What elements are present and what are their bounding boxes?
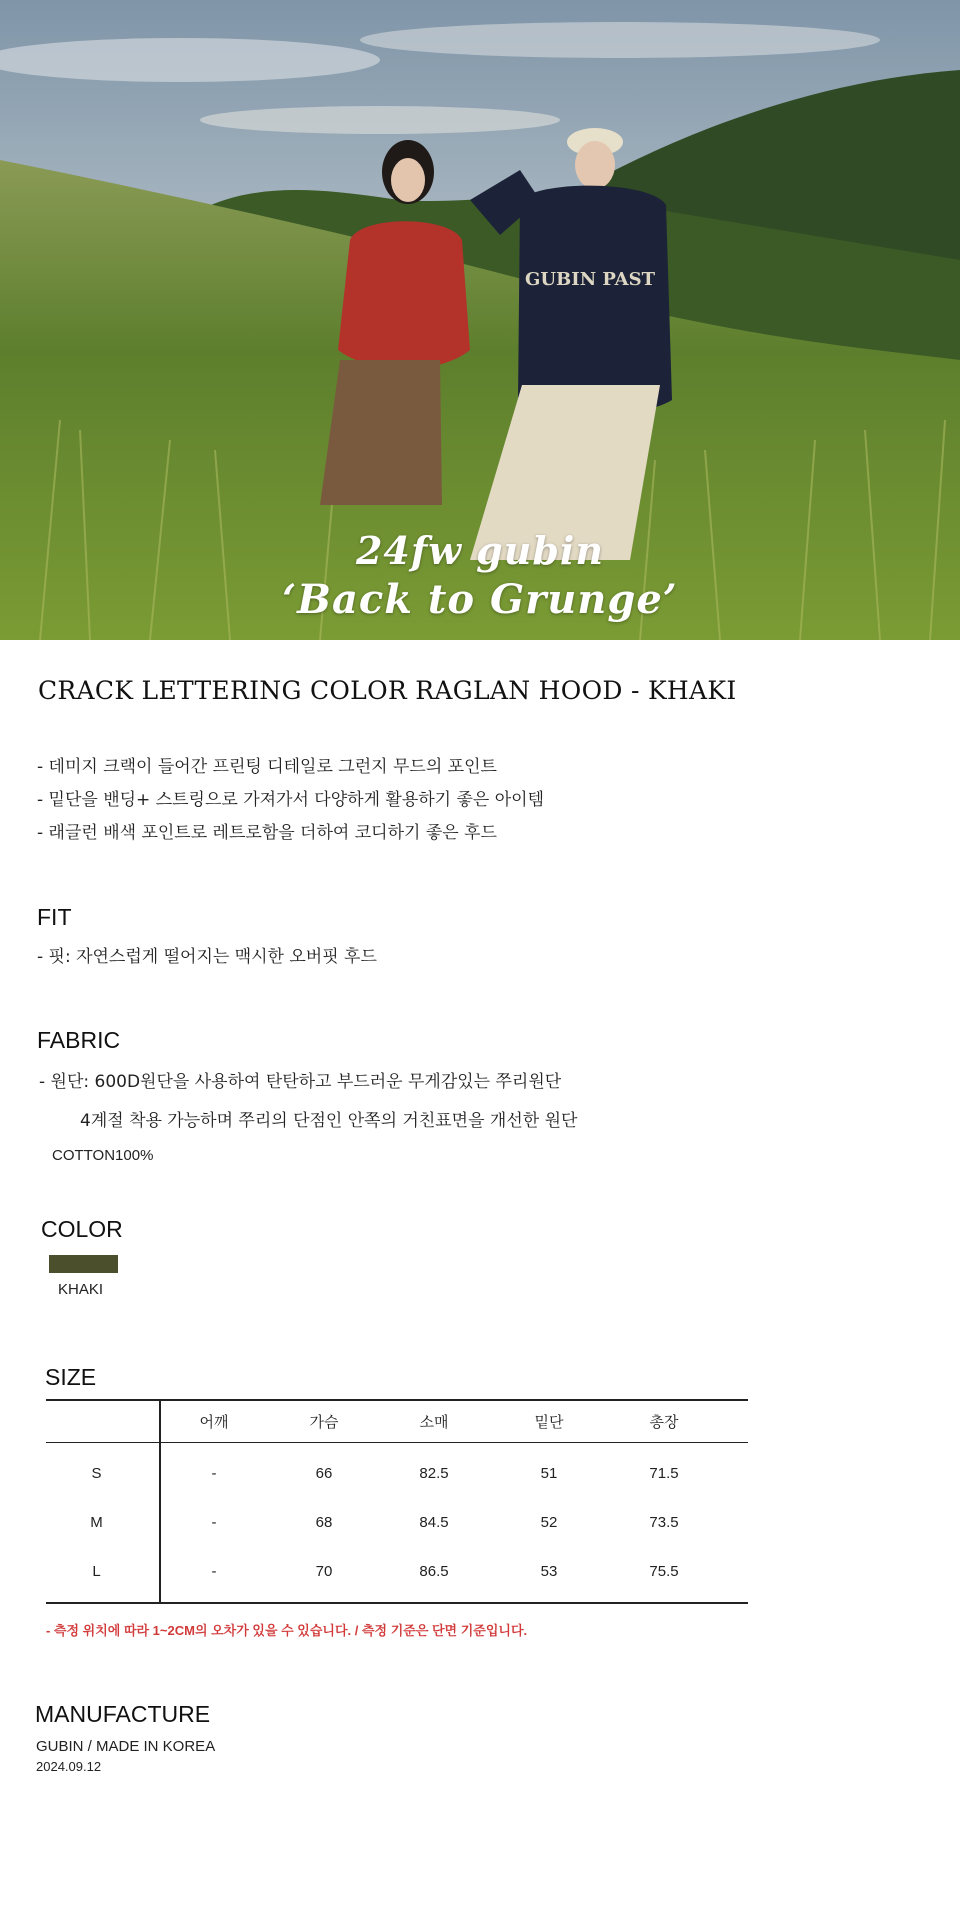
size-header-sleeve: 소매	[419, 1414, 449, 1431]
size-sleeve-value: 86.5	[419, 1563, 449, 1580]
fabric-composition: COTTON100%	[52, 1147, 154, 1164]
feature-bullet-1: - 데미지 크랙이 들어간 프린팅 디테일로 그런지 무드의 포인트	[37, 757, 497, 777]
color-name: KHAKI	[58, 1281, 104, 1298]
feature-bullet-2: - 밑단을 밴딩+ 스트링으로 가져가서 다양하게 활용하기 좋은 아이템	[37, 790, 545, 810]
color-heading: COLOR	[41, 1216, 123, 1242]
manufacture-date: 2024.09.12	[36, 1759, 102, 1774]
size-shoulder-value: -	[211, 1465, 217, 1482]
size-table	[46, 1399, 748, 1604]
size-hem-value: 53	[540, 1563, 558, 1580]
fabric-line-1: - 원단: 600D원단을 사용하여 탄탄하고 부드러운 무게감있는 쭈리원단	[39, 1072, 562, 1092]
size-shoulder-value: -	[211, 1514, 217, 1531]
svg-text:GUBIN PAST: GUBIN PAST	[524, 269, 656, 290]
size-header-shoulder: 어깨	[199, 1414, 229, 1431]
feature-bullet-3: - 래글런 배색 포인트로 레트로함을 더하여 코디하기 좋은 후드	[37, 823, 497, 843]
size-label: S	[91, 1465, 102, 1482]
size-measurement-note: - 측정 위치에 따라 1~2CM의 오차가 있을 수 있습니다. / 측정 기준은 단면 기준입니다.	[46, 1623, 528, 1638]
color-swatch	[49, 1255, 118, 1273]
size-label: M	[90, 1514, 103, 1531]
size-hem-value: 52	[540, 1514, 558, 1531]
hero-caption-line1: 24fw gubin	[355, 528, 604, 573]
size-length-value: 75.5	[649, 1563, 679, 1580]
size-table-header-row	[46, 1401, 748, 1443]
hero-caption-line2: ‘Back to Grunge’	[282, 576, 678, 623]
size-shoulder-value: -	[211, 1563, 217, 1580]
table-row	[46, 1498, 748, 1547]
product-title: CRACK LETTERING COLOR RAGLAN HOOD - KHAKI	[38, 676, 737, 705]
fabric-heading: FABRIC	[37, 1027, 121, 1053]
size-sleeve-value: 82.5	[419, 1465, 449, 1482]
size-label: L	[92, 1563, 101, 1580]
fit-heading: FIT	[37, 904, 72, 930]
size-chest-value: 66	[315, 1465, 333, 1482]
size-header-chest: 가슴	[309, 1414, 339, 1431]
size-hem-value: 51	[540, 1465, 558, 1482]
size-chest-value: 70	[315, 1563, 333, 1580]
fabric-line-2: 4계절 착용 가능하며 쭈리의 단점인 안쪽의 거친표면을 개선한 원단	[80, 1111, 578, 1131]
table-row	[46, 1449, 748, 1498]
size-header-hem: 밑단	[534, 1414, 564, 1431]
size-header-length: 총장	[649, 1414, 679, 1431]
hero-image	[0, 0, 960, 640]
fit-text: - 핏: 자연스럽게 떨어지는 맥시한 오버핏 후드	[37, 947, 377, 967]
size-table-body	[46, 1443, 748, 1602]
size-length-value: 73.5	[649, 1514, 679, 1531]
size-length-value: 71.5	[649, 1465, 679, 1482]
table-row	[46, 1547, 748, 1596]
manufacturer-text: GUBIN / MADE IN KOREA	[36, 1738, 216, 1755]
size-sleeve-value: 84.5	[419, 1514, 449, 1531]
size-chest-value: 68	[315, 1514, 333, 1531]
size-heading: SIZE	[45, 1364, 97, 1390]
manufacture-heading: MANUFACTURE	[35, 1701, 211, 1727]
